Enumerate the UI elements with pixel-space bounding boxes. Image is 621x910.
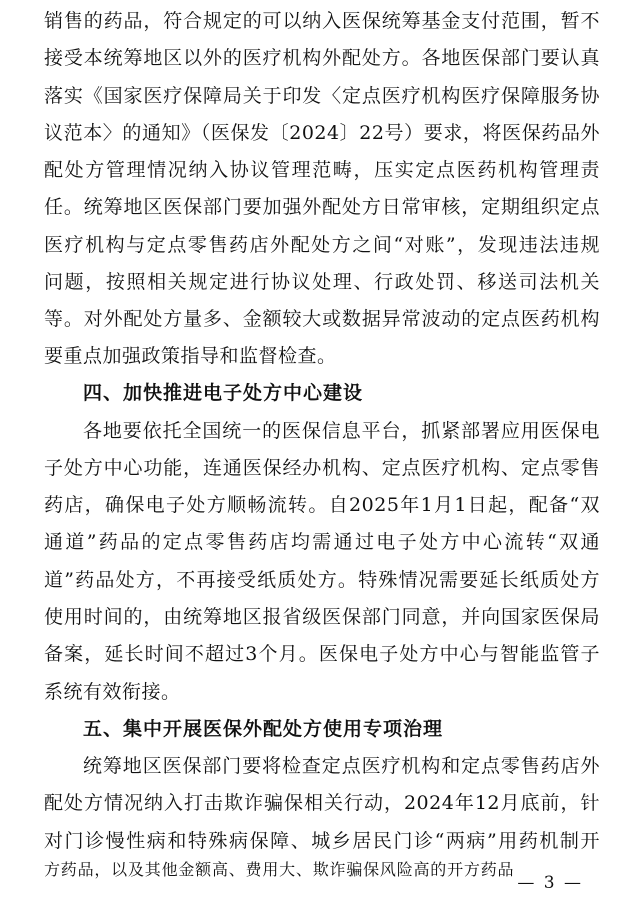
paragraph-line: 系统有效衔接。: [44, 681, 181, 703]
page-number: — 3 —: [517, 873, 583, 893]
paragraph-line: 对门诊慢性病和特殊病保障、城乡居民门诊“两病”用药机制开: [44, 830, 600, 852]
paragraph-line: 子处方中心功能，连通医保经办机构、定点医疗机构、定点零售: [44, 457, 600, 479]
paragraph-line: 各地要依托全国统一的医保信息平台，抓紧部署应用医保电: [83, 420, 600, 442]
paragraph-line: 要重点加强政策指导和监督检查。: [44, 345, 337, 367]
paragraph-line: 任。统筹地区医保部门要加强外配处方日常审核，定期组织定点: [44, 196, 600, 218]
paragraph-line: 等。对外配处方量多、金额较大或数据异常波动的定点医药机构: [44, 308, 600, 330]
paragraph-line: 配处方管理情况纳入协议管理范畴，压实定点医药机构管理责: [44, 159, 600, 181]
paragraph-line: 配处方情况纳入打击欺诈骗保相关行动，2024年12月底前，针: [44, 792, 600, 814]
paragraph-line: 医疗机构与定点零售药店外配处方之间“对账”，发现违法违规: [44, 234, 600, 256]
paragraph-line: 药店，确保电子处方顺畅流转。自2025年1月1日起，配备“双: [44, 494, 600, 516]
paragraph-line: 道”药品处方，不再接受纸质处方。特殊情况需要延长纸质处方: [44, 569, 600, 591]
paragraph-line: 议范本〉的通知》（医保发〔2024〕22号）要求，将医保药品外: [44, 122, 600, 144]
paragraph-line: 方药品，以及其他金额高、费用大、欺诈骗保风险高的开方药品: [44, 860, 514, 879]
paragraph-line: 销售的药品，符合规定的可以纳入医保统筹基金支付范围，暂不: [44, 10, 600, 32]
paragraph-line: 问题，按照相关规定进行协议处理、行政处罚、移送司法机关: [44, 271, 600, 293]
section-heading: 四、加快推进电子处方中心建设: [83, 382, 364, 404]
paragraph-line: 备案，延长时间不超过3个月。医保电子处方中心与智能监管子: [44, 643, 600, 665]
section-heading: 五、集中开展医保外配处方使用专项治理: [83, 718, 444, 740]
paragraph-line: 接受本统筹地区以外的医疗机构外配处方。各地医保部门要认真: [44, 47, 600, 69]
paragraph-line: 统筹地区医保部门要将检查定点医疗机构和定点零售药店外: [83, 755, 600, 777]
paragraph-line: 通道”药品的定点零售药店均需通过电子处方中心流转“双通: [44, 531, 600, 553]
paragraph-line: 落实《国家医疗保障局关于印发〈定点医疗机构医疗保障服务协: [44, 85, 600, 107]
paragraph-line: 使用时间的，由统筹地区报省级医保部门同意，并向国家医保局: [44, 606, 600, 628]
